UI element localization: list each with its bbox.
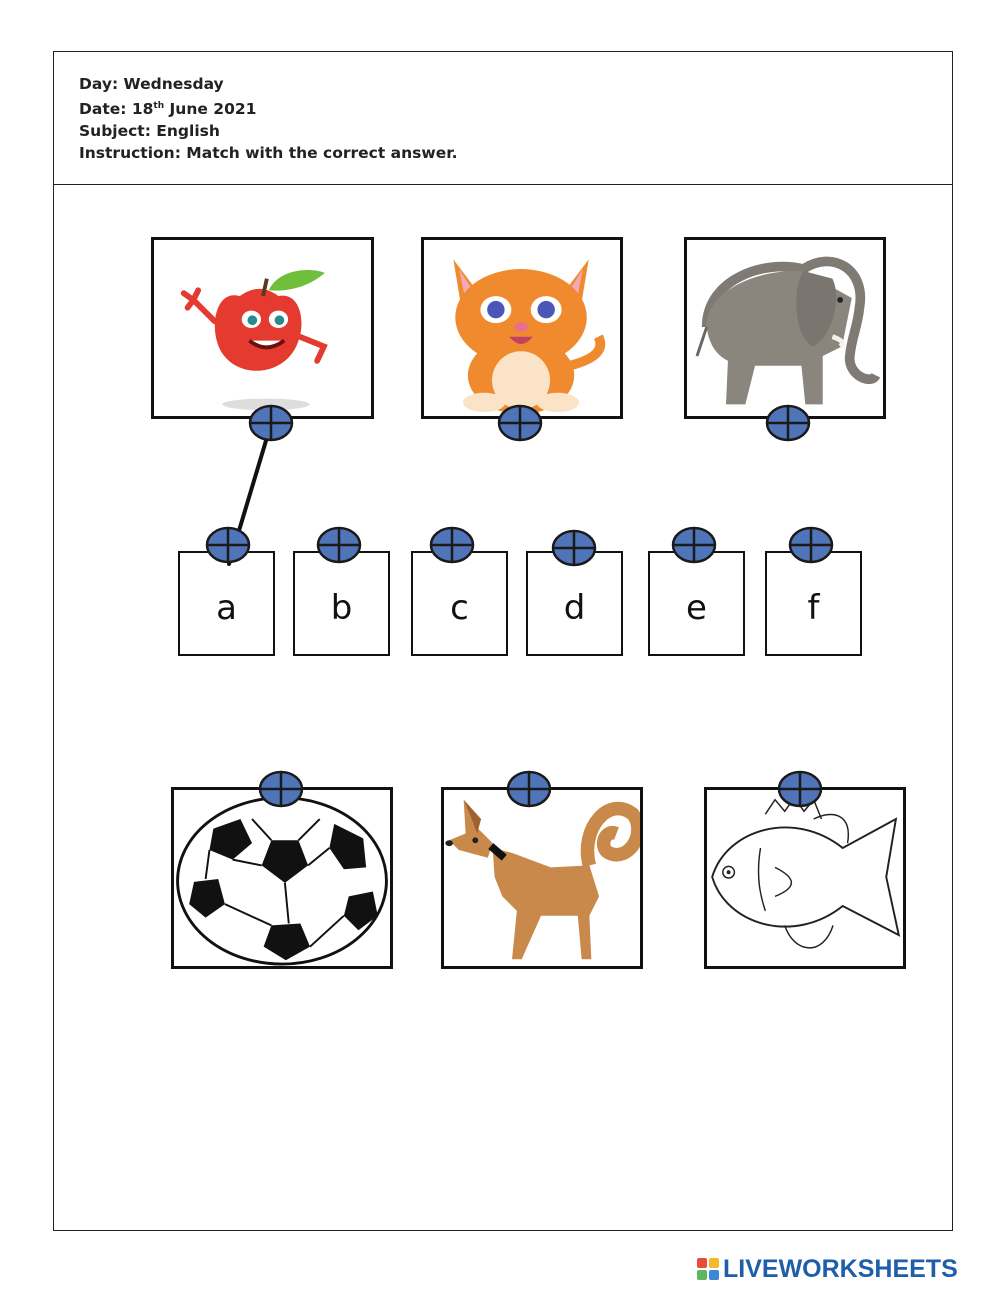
fish-picture (704, 787, 906, 969)
apple-picture (151, 237, 374, 419)
letter-e: e (686, 587, 707, 628)
soccer-ball-picture (171, 787, 393, 969)
cat-picture (421, 237, 623, 419)
dot-letter-e[interactable] (671, 526, 717, 564)
letter-d: d (563, 587, 586, 628)
brand-text: LIVEWORKSHEETS (723, 1254, 958, 1283)
letter-a: a (216, 587, 237, 628)
letter-box-a (178, 551, 275, 656)
header-divider (53, 184, 953, 185)
day-label: Day: Wednesday (79, 75, 224, 93)
dot-letter-d[interactable] (551, 529, 597, 567)
dot-letter-b[interactable] (316, 526, 362, 564)
date-label: Date: 18th June 2021 (79, 100, 257, 119)
letter-c: c (450, 587, 469, 628)
letter-box-f (765, 551, 862, 656)
dot-letter-a[interactable] (205, 526, 251, 564)
letter-box-c (411, 551, 508, 656)
instruction-label: Instruction: Match with the correct answer. (79, 144, 458, 163)
logo-blocks-icon (697, 1258, 719, 1280)
letter-box-b (293, 551, 390, 656)
dot-fish[interactable] (777, 770, 823, 808)
elephant-picture (684, 237, 886, 419)
dot-elephant[interactable] (765, 404, 811, 442)
letter-box-e (648, 551, 745, 656)
dot-dog[interactable] (506, 770, 552, 808)
dot-apple[interactable] (248, 404, 294, 442)
dot-ball[interactable] (258, 770, 304, 808)
letter-f: f (807, 587, 820, 628)
letter-b: b (330, 587, 353, 628)
subject-label: Subject: English (79, 122, 220, 141)
dog-picture (441, 787, 643, 969)
dot-cat[interactable] (497, 404, 543, 442)
liveworksheets-logo (697, 1254, 958, 1284)
worksheet-header (79, 73, 458, 164)
dot-letter-f[interactable] (788, 526, 834, 564)
dot-letter-c[interactable] (429, 526, 475, 564)
